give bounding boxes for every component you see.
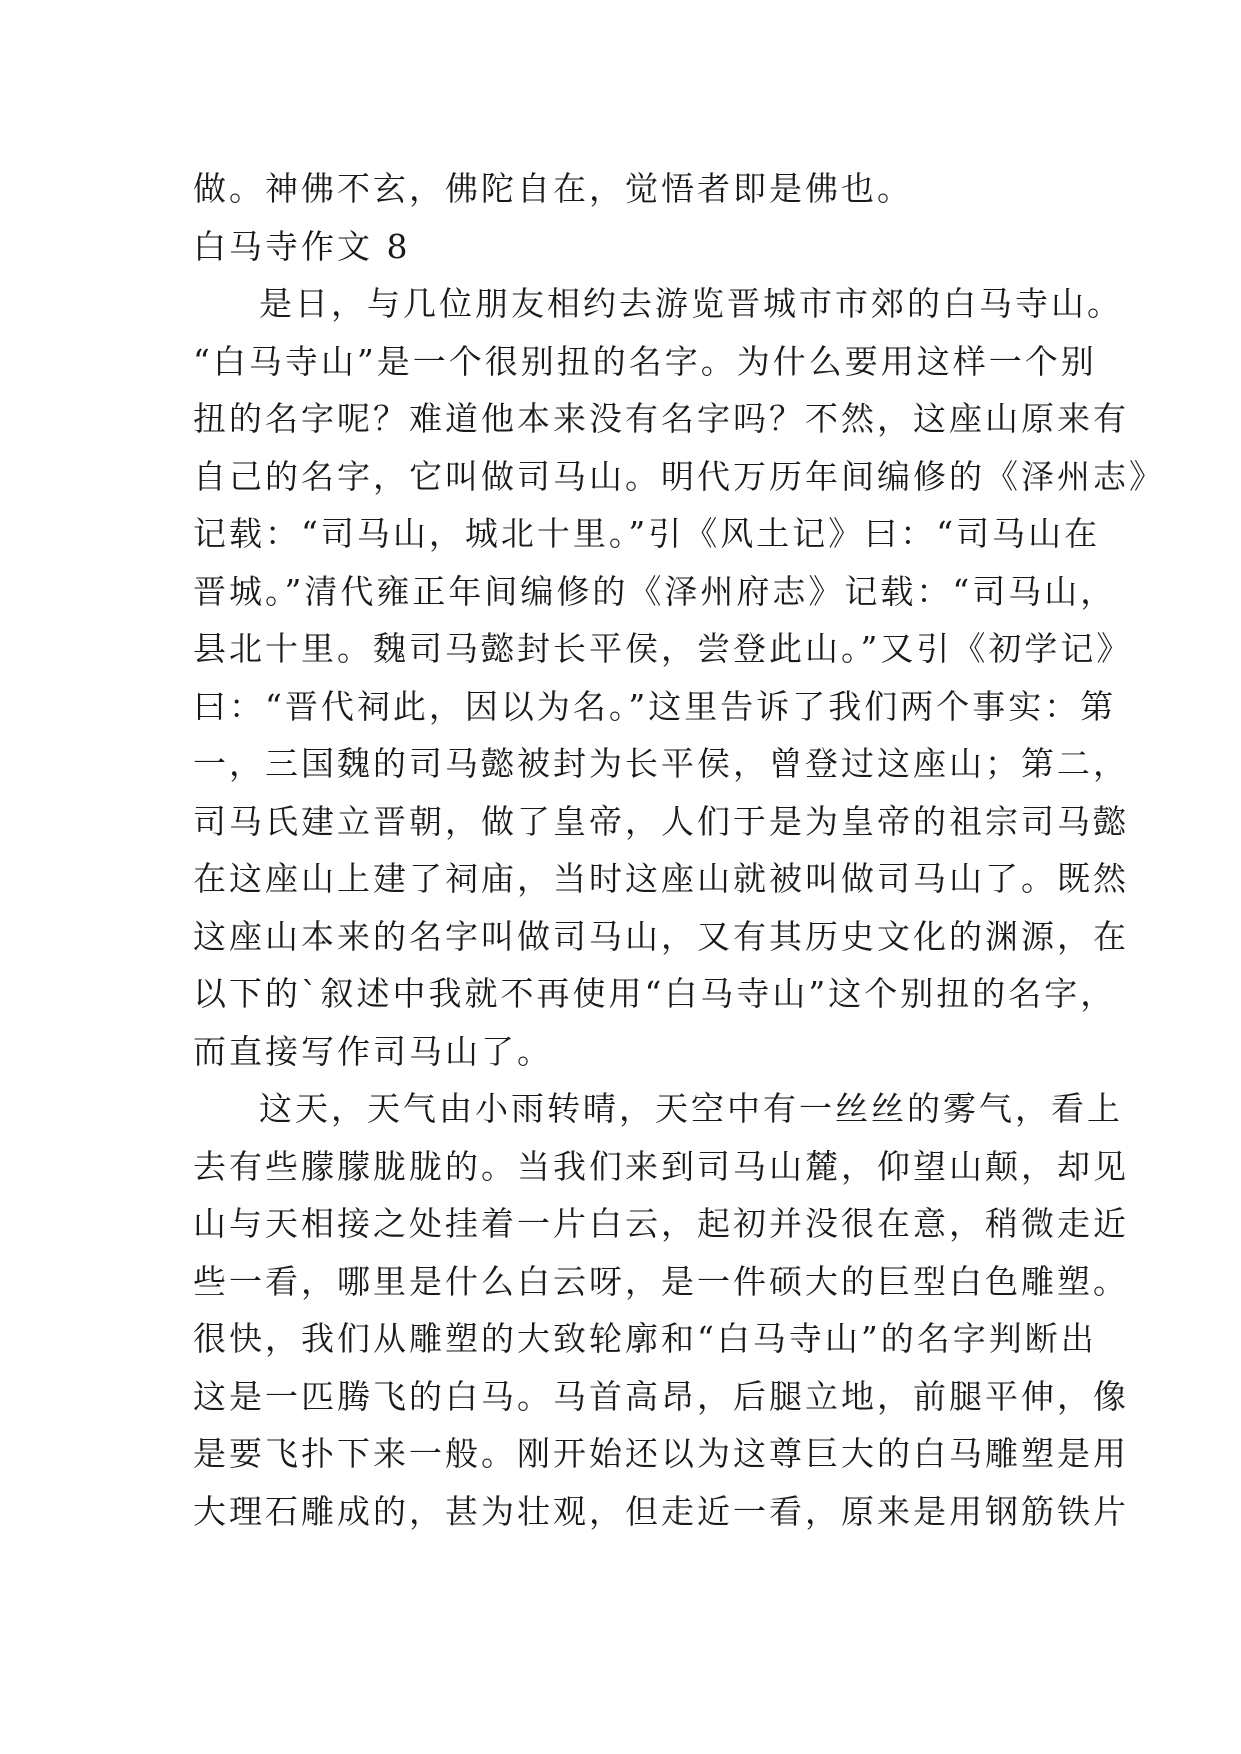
paragraph-line: 司马氏建立晋朝，做了皇帝，人们于是为皇帝的祖宗司马懿 [193, 801, 1129, 841]
paragraph-line: 以下的`叙述中我就不再使用“白马寺山”这个别扭的名字， [193, 974, 1117, 1013]
paragraph-line: 而直接写作司马山了。 [193, 1031, 553, 1071]
document-page [193, 160, 1165, 1540]
paragraph-line: “白马寺山”是一个很别扭的名字。为什么要用这样一个别 [193, 341, 1097, 381]
paragraph-line: 曰：“晋代祠此，因以为名。”这里告诉了我们两个事实：第 [193, 686, 1117, 726]
paragraph-line: 晋城。”清代雍正年间编修的《泽州府志》记载：“司马山， [193, 571, 1117, 611]
paragraph-line: 很快，我们从雕塑的大致轮廓和“白马寺山”的名字判断出 [193, 1319, 1097, 1358]
paragraph-line: 一，三国魏的司马懿被封为长平侯，曾登过这座山；第二， [193, 744, 1129, 783]
paragraph-line: 扭的名字呢？难道他本来没有名字吗？不然，这座山原来有 [193, 399, 1129, 438]
paragraph-line: 在这座山上建了祠庙，当时这座山就被叫做司马山了。既然 [193, 859, 1129, 898]
paragraph-line: 去有些朦朦胧胧的。当我们来到司马山麓，仰望山颠，却见 [193, 1146, 1129, 1186]
paragraph-line: 记载：“司马山，城北十里。”引《风土记》曰：“司马山在 [193, 514, 1101, 553]
paragraph-line: 些一看，哪里是什么白云呀，是一件硕大的巨型白色雕塑。 [193, 1261, 1129, 1301]
paragraph-line: 这座山本来的名字叫做司马山，又有其历史文化的渊源，在 [193, 916, 1129, 956]
paragraph-line: 这天，天气由小雨转晴，天空中有一丝丝的雾气，看上 [259, 1089, 1123, 1128]
paragraph-line: 这是一匹腾飞的白马。马首高昂，后腿立地，前腿平伸，像 [193, 1376, 1129, 1416]
paragraph-line: 县北十里。魏司马懿封长平侯，尝登此山。”又引《初学记》 [193, 629, 1133, 668]
paragraph-line: 山与天相接之处挂着一片白云，起初并没很在意，稍微走近 [193, 1204, 1129, 1243]
paragraph-line: 大理石雕成的，甚为壮观，但走近一看，原来是用钢筋铁片 [193, 1491, 1129, 1531]
paragraph-line: 是日，与几位朋友相约去游览晋城市市郊的白马寺山。 [259, 284, 1123, 323]
paragraph-line: 自己的名字，它叫做司马山。明代万历年间编修的《泽州志》 [193, 456, 1165, 496]
section-heading: 白马寺作文 8 [193, 226, 411, 266]
paragraph-line: 是要飞扑下来一般。刚开始还以为这尊巨大的白马雕塑是用 [193, 1434, 1129, 1473]
paragraph-line: 做。神佛不玄，佛陀自在，觉悟者即是佛也。 [193, 169, 913, 208]
